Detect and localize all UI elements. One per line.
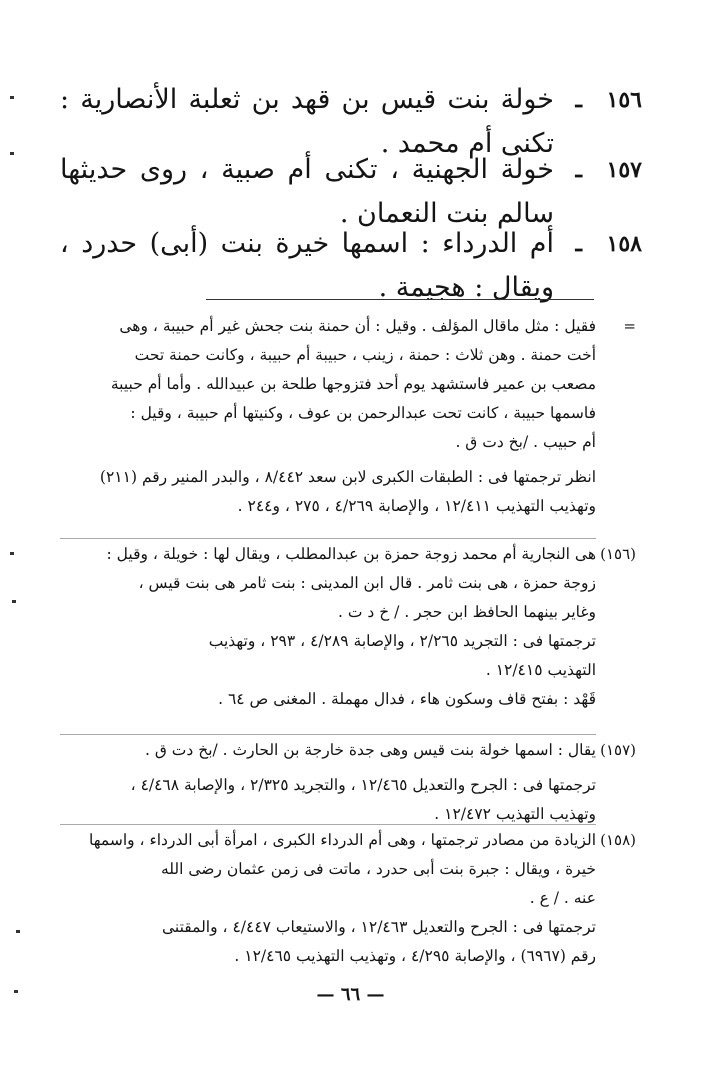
footnote-line: يقال : اسمها خولة بنت قيس وهى جدة خارجة بن الحارث . /بخ دت ق .	[144, 741, 596, 759]
footnote-line: زوجة حمزة ، هى بنت ثامر . قال ابن المدينى : بنت ثامر هى بنت قيس ،	[138, 574, 596, 592]
footnote-divider	[60, 538, 596, 539]
footnote-divider	[60, 734, 596, 735]
footnote-line: رقم (٦٩٦٧) ، والإصابة ٤/٢٩٥ ، وتهذيب التهذيب ١٢/٤٦٥ .	[234, 947, 596, 965]
footnote-line: ترجمتها فى : الجرح والتعديل ١٢/٤٦٥ ، والتجريد ٢/٣٢٥ ، والإصابة ٤/٤٦٨ ،	[130, 776, 596, 794]
footnote-line: ترجمتها فى : الجرح والتعديل ١٢/٤٦٣ ، والاستيعاب ٤/٤٤٧ ، والمقتنى	[162, 918, 596, 936]
scan-speck	[14, 990, 18, 993]
footnote-line: قَهْد : بفتح قاف وسكون هاء ، فدال مهملة . المغنى ص ٦٤ .	[218, 690, 596, 708]
scan-speck	[16, 930, 20, 933]
footnote-line: وتهذيب التهذيب ١٢/٤١١ ، والإصابة ٤/٢٦٩ ، ٢٧٥ ، و٢٤٤ .	[237, 497, 596, 515]
footnote-line: فاسمها حبيبة ، كانت تحت عبدالرحمن بن عوف ، وكنيتها أم حبيبة ، وقيل :	[130, 404, 596, 422]
scan-speck	[10, 552, 14, 555]
footnote-line: انظر ترجمتها فى : الطبقات الكبرى لابن سعد ٨/٤٤٢ ، والبدر المنير رقم (٢١١)	[99, 468, 596, 486]
footnote-line: عنه . / ع .	[529, 889, 596, 907]
footnote-marker: (١٥٧)	[600, 741, 636, 759]
footnote-line: وغاير بينهما الحافظ ابن حجر . / خ د ت .	[338, 603, 596, 621]
footnote-continuation	[60, 312, 636, 521]
entry-dash: ـ	[575, 157, 582, 183]
footnote-line: أم حبيب . /بخ دت ق .	[455, 433, 596, 451]
footnote-line: التهذيب ١٢/٤١٥ .	[485, 661, 596, 679]
footnote-line: خيرة ، ويقال : جبرة بنت أبى حدرد ، ماتت فى زمن عثمان رضى الله	[160, 860, 596, 878]
footnote-line: ترجمتها فى : التجريد ٢/٢٦٥ ، والإصابة ٤/٢٨٩ ، ٢٩٣ ، وتهذيب	[208, 632, 596, 650]
footnote-line: أخت حمنة . وهن ثلاث : حمنة ، زينب ، حبيبة أم حبيبة ، وكانت حمنة تحت	[134, 346, 596, 364]
entry-text: أم الدرداء : اسمها خيرة بنت (أبى) حدرد ، ويقال : هجيمة .	[60, 228, 554, 303]
footnote-157	[60, 736, 636, 829]
entry-number: ١٥٧	[606, 157, 642, 183]
scan-speck	[10, 152, 14, 155]
footnote-marker: (١٥٦)	[600, 545, 636, 563]
page-number: — ٦٦ —	[316, 984, 385, 1005]
footnote-divider	[60, 824, 596, 825]
footnote-line: فقيل : مثل ماقال المؤلف . وقيل : أن حمنة بنت جحش غير أم حبيبة ، وهى	[119, 317, 596, 335]
entry-text: خولة الجهنية ، تكنى أم صبية ، روى حديثها سالم بنت النعمان .	[60, 154, 554, 229]
footnote-line: هى النجارية أم محمد زوجة حمزة بن عبدالمطلب ، ويقال لها : خويلة ، وقيل :	[106, 545, 596, 563]
entry-158	[60, 222, 642, 310]
footnote-separator-rule	[206, 299, 594, 300]
scan-speck	[10, 96, 14, 99]
entry-text: خولة بنت قيس بن قهد بن ثعلبة الأنصارية : تكنى أم محمد .	[60, 84, 554, 159]
footnote-line: وتهذيب التهذيب ١٢/٤٧٢ .	[434, 805, 596, 823]
entry-dash: ـ	[575, 231, 582, 257]
footnote-158	[60, 826, 636, 971]
scan-speck	[12, 600, 16, 603]
continuation-marker: =	[623, 317, 636, 335]
entry-number: ١٥٨	[606, 231, 642, 257]
entry-number: ١٥٦	[606, 87, 642, 113]
footnote-156	[60, 540, 636, 714]
footnote-line: مصعب بن عمير فاستشهد يوم أحد فتزوجها طلحة بن عبيدالله . وأما أم حبيبة	[110, 375, 596, 393]
footnote-marker: (١٥٨)	[600, 831, 636, 849]
footnote-line: الزيادة من مصادر ترجمتها ، وهى أم الدرداء الكبرى ، امرأة أبى الدرداء ، واسمها	[89, 831, 596, 849]
entry-dash: ـ	[575, 87, 582, 113]
